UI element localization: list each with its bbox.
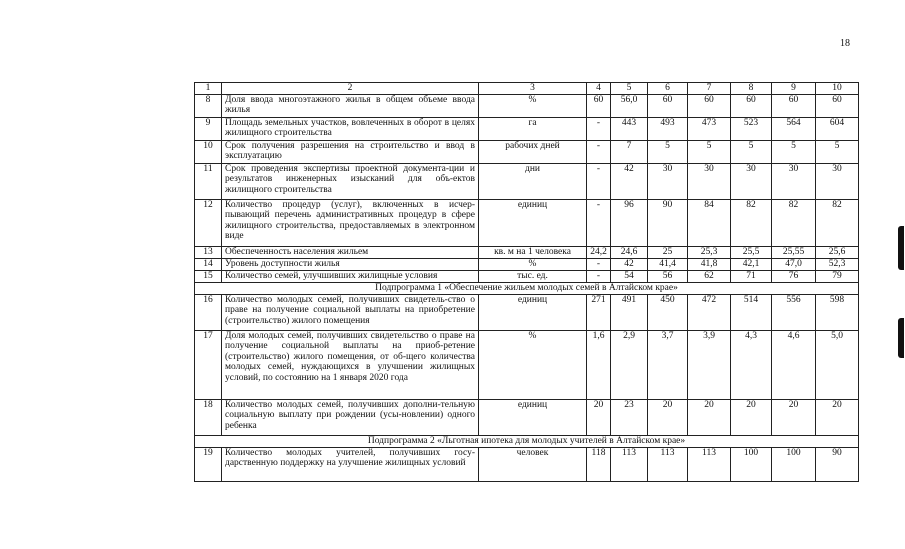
column-number-header: 3 (479, 83, 587, 95)
column-number-header: 9 (772, 83, 816, 95)
subprogram-title: Подпрограмма 1 «Обеспечение жильем молодых семей в Алтайском крае» (195, 282, 859, 294)
indicator-value: 42 (611, 163, 648, 199)
indicator-name: Количество молодых учителей, получивших госу-дарственную поддержку на улучшение жилищных условий (222, 447, 479, 481)
row-number: 14 (195, 258, 222, 270)
scan-edge-mark (898, 226, 904, 270)
indicator-value: 5 (772, 140, 816, 163)
indicator-value: - (587, 270, 611, 282)
column-number-header: 8 (731, 83, 772, 95)
row-number: 12 (195, 199, 222, 246)
indicator-value: 493 (648, 117, 688, 140)
indicator-value: 604 (816, 117, 859, 140)
unit-of-measure: кв. м на 1 человека (479, 246, 587, 258)
indicator-value: 60 (688, 94, 731, 117)
indicator-value: 20 (772, 399, 816, 435)
column-number-header: 5 (611, 83, 648, 95)
indicator-value: 100 (731, 447, 772, 481)
indicator-value: 3,7 (648, 330, 688, 399)
indicator-value: 60 (648, 94, 688, 117)
subprogram-row (195, 282, 859, 294)
table-row (195, 399, 859, 435)
indicator-value: - (587, 199, 611, 246)
column-number-header: 1 (195, 83, 222, 95)
indicator-value: 30 (772, 163, 816, 199)
indicator-value: 47,0 (772, 258, 816, 270)
row-number: 18 (195, 399, 222, 435)
indicator-value: 30 (688, 163, 731, 199)
indicator-value: 41,8 (688, 258, 731, 270)
indicator-value: 84 (688, 199, 731, 246)
indicator-value: - (587, 258, 611, 270)
table-row (195, 163, 859, 199)
indicator-value: 20 (688, 399, 731, 435)
table-row (195, 330, 859, 399)
indicator-value: 473 (688, 117, 731, 140)
indicator-value: 491 (611, 294, 648, 330)
subprogram-row (195, 435, 859, 447)
indicator-value: 4,6 (772, 330, 816, 399)
indicator-value: 472 (688, 294, 731, 330)
column-number-header: 6 (648, 83, 688, 95)
indicator-value: 30 (816, 163, 859, 199)
indicator-value: 113 (688, 447, 731, 481)
indicator-value: 523 (731, 117, 772, 140)
row-number: 9 (195, 117, 222, 140)
indicator-value: 271 (587, 294, 611, 330)
indicator-value: 96 (611, 199, 648, 246)
unit-of-measure: единиц (479, 199, 587, 246)
indicator-value: 7 (611, 140, 648, 163)
indicator-value: 113 (611, 447, 648, 481)
indicator-value: 20 (816, 399, 859, 435)
indicator-value: 20 (731, 399, 772, 435)
indicator-value: 41,4 (648, 258, 688, 270)
table-row (195, 270, 859, 282)
scan-edge-mark (898, 318, 904, 358)
indicator-value: 118 (587, 447, 611, 481)
table-row (195, 117, 859, 140)
indicator-name: Обеспеченность населения жильем (222, 246, 479, 258)
indicator-value: 60 (816, 94, 859, 117)
indicator-value: 564 (772, 117, 816, 140)
table-row (195, 94, 859, 117)
indicator-value: 42,1 (731, 258, 772, 270)
column-number-header: 4 (587, 83, 611, 95)
indicator-value: 56 (648, 270, 688, 282)
unit-of-measure: тыс. ед. (479, 270, 587, 282)
indicator-name: Уровень доступности жилья (222, 258, 479, 270)
indicator-value: 60 (772, 94, 816, 117)
indicator-name: Срок проведения экспертизы проектной документа-ции и результатов инженерных изысканий для объ-ектов жилищного строительства (222, 163, 479, 199)
row-number: 8 (195, 94, 222, 117)
indicator-value: - (587, 117, 611, 140)
indicator-value: - (587, 140, 611, 163)
indicator-value: 100 (772, 447, 816, 481)
indicator-value: 79 (816, 270, 859, 282)
indicator-value: 90 (648, 199, 688, 246)
unit-of-measure: % (479, 330, 587, 399)
indicator-value: 450 (648, 294, 688, 330)
indicator-value: 30 (731, 163, 772, 199)
indicator-name: Количество процедур (услуг), включенных в исчер-пывающий перечень административных процедур в сфере жилищного строительства, предоставляемых в электронном виде (222, 199, 479, 246)
indicator-value: 5,0 (816, 330, 859, 399)
indicator-value: 90 (816, 447, 859, 481)
indicator-value: 20 (648, 399, 688, 435)
indicator-value: 1,6 (587, 330, 611, 399)
indicator-value: 82 (731, 199, 772, 246)
row-number: 15 (195, 270, 222, 282)
unit-of-measure: % (479, 94, 587, 117)
indicator-value: 56,0 (611, 94, 648, 117)
indicator-value: 23 (611, 399, 648, 435)
row-number: 10 (195, 140, 222, 163)
table-row (195, 258, 859, 270)
table-row (195, 140, 859, 163)
page-number: 18 (840, 38, 850, 49)
indicator-value: - (587, 163, 611, 199)
indicator-value: 20 (587, 399, 611, 435)
indicator-value: 24,2 (587, 246, 611, 258)
indicator-name: Количество молодых семей, получивших свидетель-ство о праве на получение социальной выплаты на приобретение (строительство) жилого помещения (222, 294, 479, 330)
unit-of-measure: % (479, 258, 587, 270)
table-row (195, 199, 859, 246)
indicator-value: 25,55 (772, 246, 816, 258)
indicator-value: 25 (648, 246, 688, 258)
unit-of-measure: га (479, 117, 587, 140)
unit-of-measure: дни (479, 163, 587, 199)
indicator-value: 60 (731, 94, 772, 117)
indicator-name: Срок получения разрешения на строительство и ввод в эксплуатацию (222, 140, 479, 163)
row-number: 17 (195, 330, 222, 399)
indicator-value: 62 (688, 270, 731, 282)
table-row (195, 246, 859, 258)
row-number: 11 (195, 163, 222, 199)
indicator-value: 30 (648, 163, 688, 199)
indicator-value: 71 (731, 270, 772, 282)
indicator-value: 5 (816, 140, 859, 163)
table-row (195, 294, 859, 330)
subprogram-title: Подпрограмма 2 «Льготная ипотека для молодых учителей в Алтайском крае» (195, 435, 859, 447)
unit-of-measure: рабочих дней (479, 140, 587, 163)
indicator-value: 443 (611, 117, 648, 140)
table-row (195, 447, 859, 481)
indicators-table (194, 82, 859, 482)
indicator-value: 82 (772, 199, 816, 246)
indicator-value: 76 (772, 270, 816, 282)
row-number: 19 (195, 447, 222, 481)
indicator-value: 25,6 (816, 246, 859, 258)
indicator-value: 5 (731, 140, 772, 163)
indicator-value: 4,3 (731, 330, 772, 399)
row-number: 13 (195, 246, 222, 258)
indicator-value: 54 (611, 270, 648, 282)
unit-of-measure: единиц (479, 294, 587, 330)
column-number-header: 7 (688, 83, 731, 95)
column-number-header: 2 (222, 83, 479, 95)
indicator-value: 25,5 (731, 246, 772, 258)
indicator-value: 514 (731, 294, 772, 330)
indicator-value: 5 (648, 140, 688, 163)
row-number: 16 (195, 294, 222, 330)
indicator-value: 25,3 (688, 246, 731, 258)
indicator-value: 82 (816, 199, 859, 246)
table-header-row (195, 83, 859, 95)
indicator-value: 5 (688, 140, 731, 163)
column-number-header: 10 (816, 83, 859, 95)
indicator-name: Площадь земельных участков, вовлеченных в оборот в целях жилищного строительства (222, 117, 479, 140)
indicator-name: Доля ввода многоэтажного жилья в общем объеме ввода жилья (222, 94, 479, 117)
indicator-value: 556 (772, 294, 816, 330)
unit-of-measure: человек (479, 447, 587, 481)
indicator-value: 3,9 (688, 330, 731, 399)
indicator-value: 60 (587, 94, 611, 117)
indicator-value: 42 (611, 258, 648, 270)
indicator-value: 598 (816, 294, 859, 330)
indicator-value: 2,9 (611, 330, 648, 399)
indicator-name: Количество семей, улучшивших жилищные условия (222, 270, 479, 282)
unit-of-measure: единиц (479, 399, 587, 435)
indicator-name: Количество молодых семей, получивших дополни-тельную социальную выплату при рождении (усы-новлении) одного ребенка (222, 399, 479, 435)
indicator-value: 24,6 (611, 246, 648, 258)
indicator-name: Доля молодых семей, получивших свидетельство о праве на получение социальной выплаты на приоб-ретение (строительство) жилого помещения, от об-щего количества молодых семей, нуждающихся в улучшении жилищных условий, по состоянию на 1 января 2020 года (222, 330, 479, 399)
indicator-value: 52,3 (816, 258, 859, 270)
indicator-value: 113 (648, 447, 688, 481)
